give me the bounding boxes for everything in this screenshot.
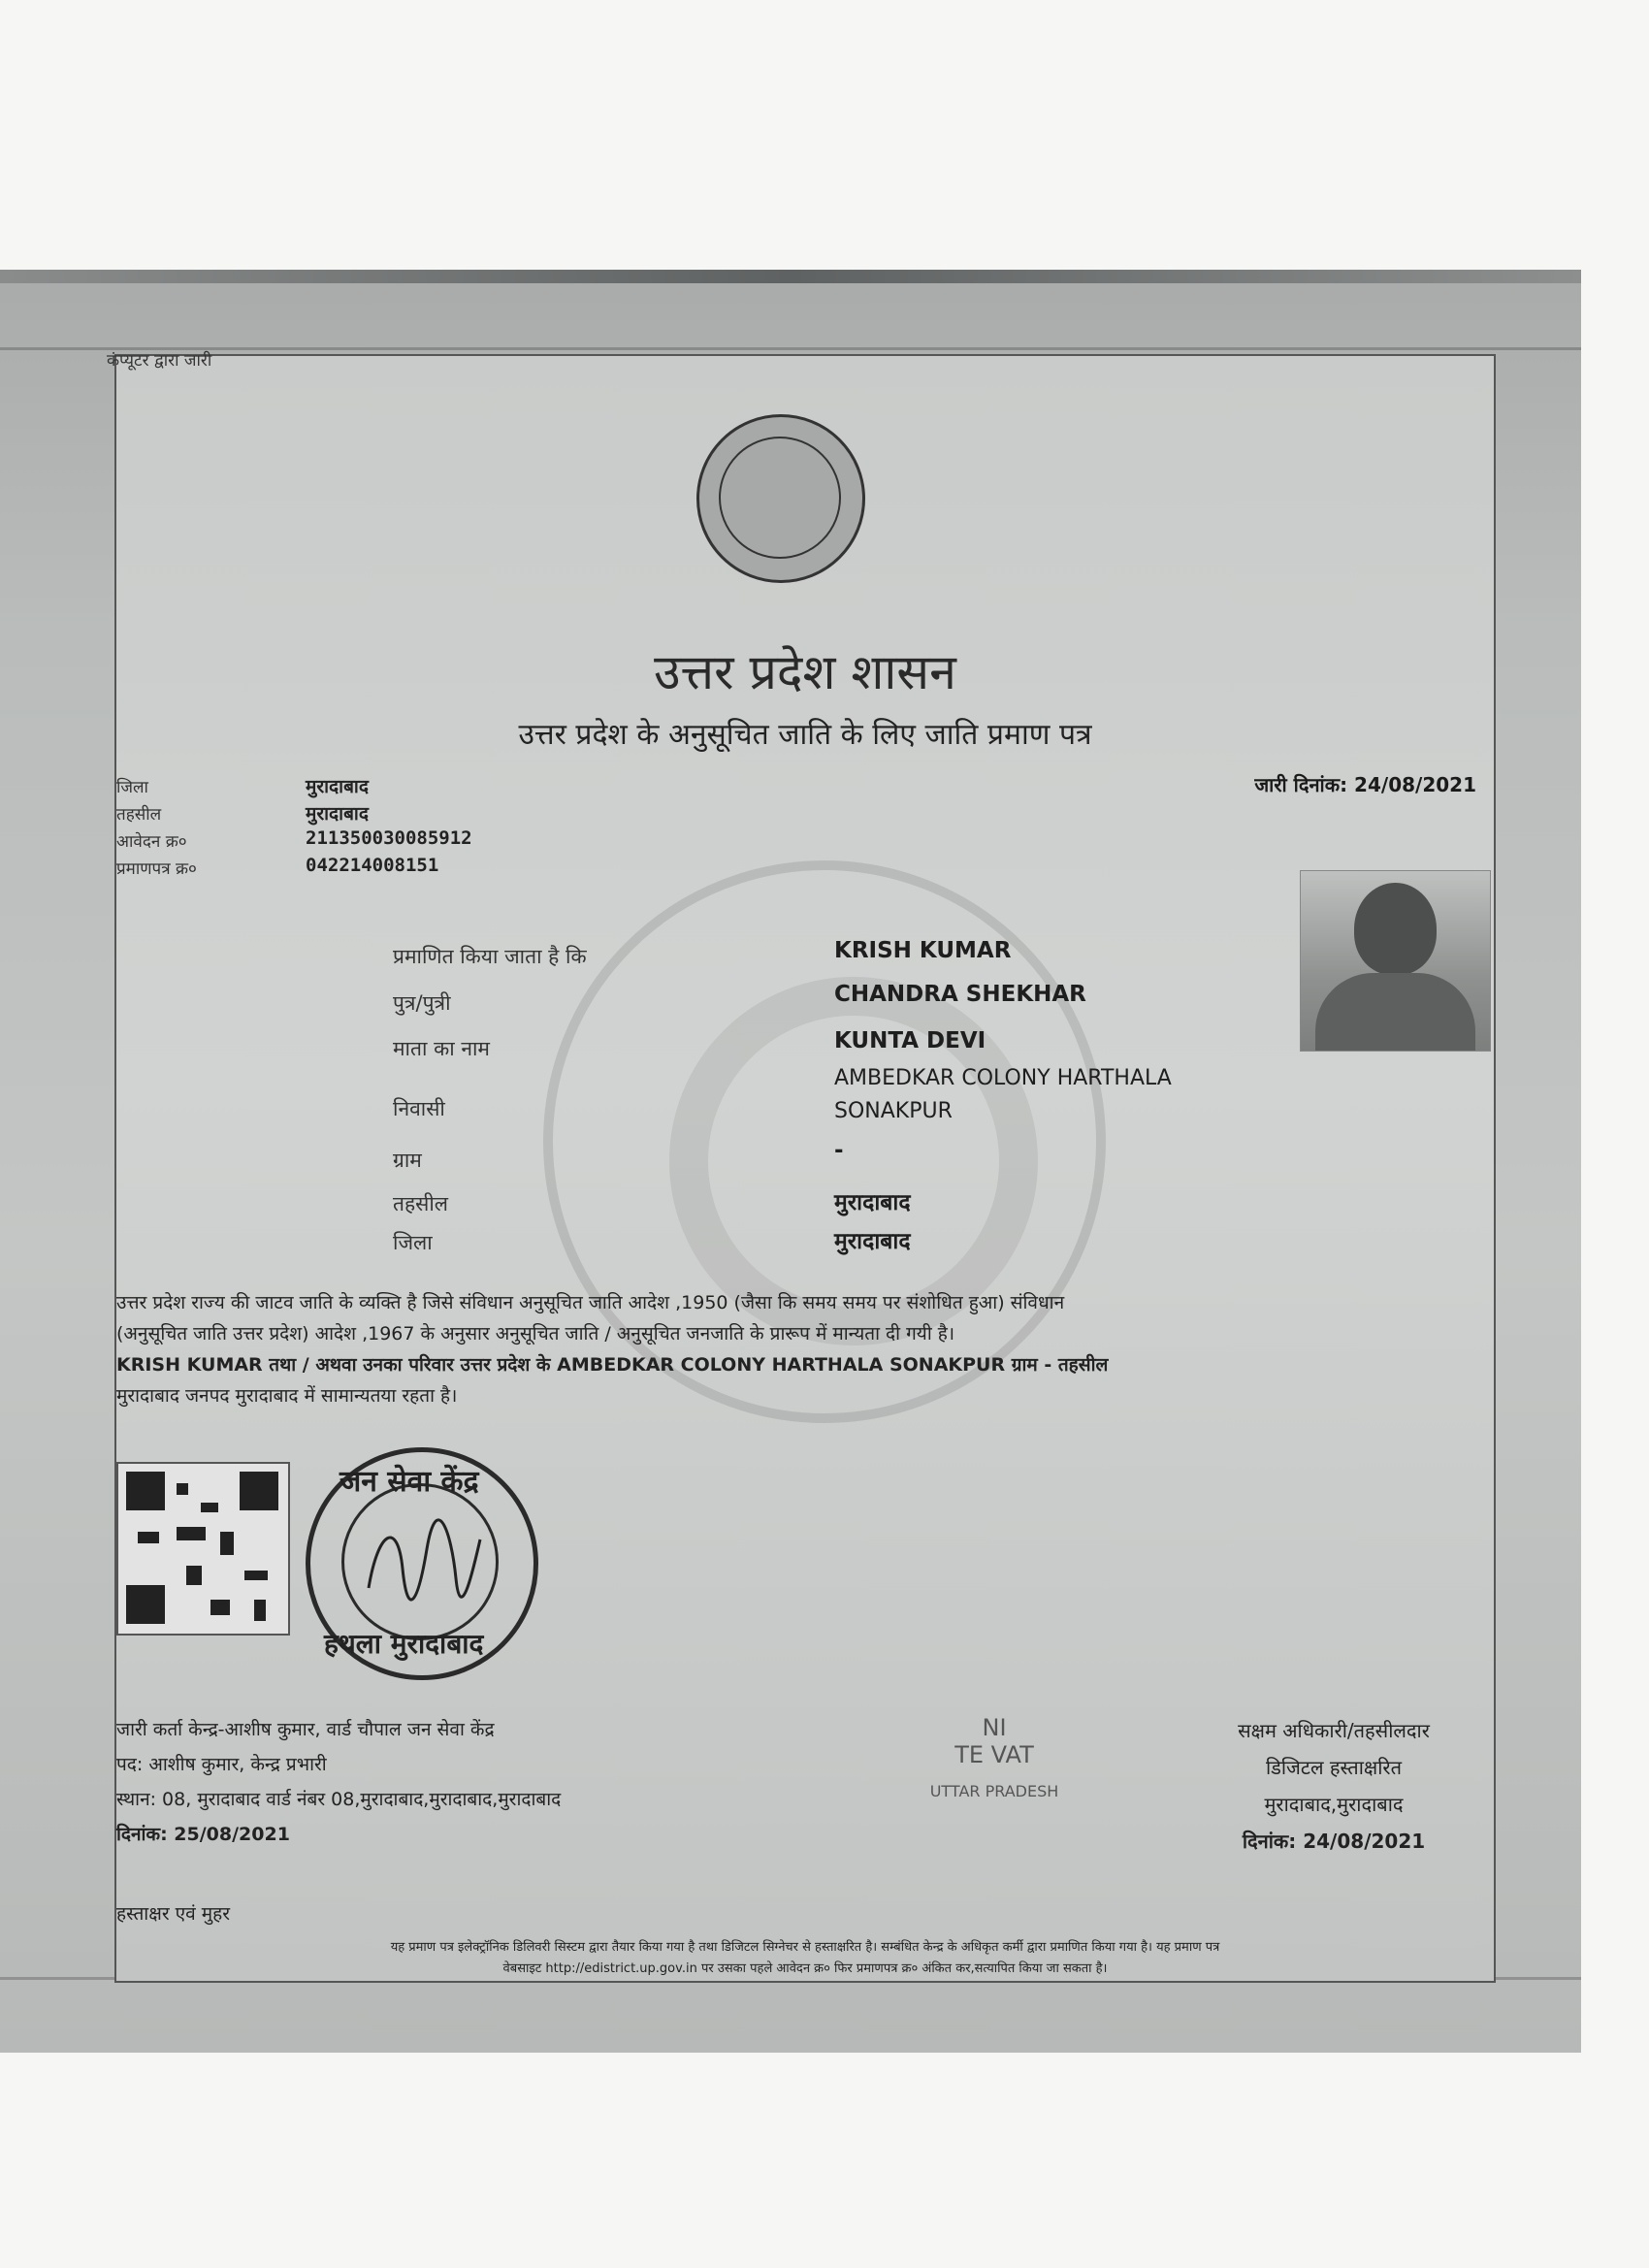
meta-label: तहसील <box>116 805 162 825</box>
meta-value: मुरादाबाद <box>306 803 369 825</box>
meta-label: जिला <box>116 778 148 797</box>
up-government-emblem-icon <box>696 414 865 583</box>
applicant-name: KRISH KUMAR <box>834 938 1012 963</box>
detail-label: निवासी <box>393 1097 445 1120</box>
photo-head <box>1354 883 1437 975</box>
qr-module <box>210 1600 230 1615</box>
paragraph-line: मुरादाबाद जनपद मुरादाबाद में सामान्यतया रहता है। <box>116 1385 458 1407</box>
certification-paragraph <box>116 1287 1484 1411</box>
qr-code <box>116 1462 290 1636</box>
tehsil-value: मुरादाबाद <box>834 1190 911 1215</box>
mother-name: KUNTA DEVI <box>834 1028 986 1053</box>
csc-stamp <box>306 1447 538 1680</box>
paragraph-line: KRISH KUMAR तथा / अथवा उनका परिवार उत्तर प्रदेश के AMBEDKAR COLONY HARTHALA SONAKPUR ग्राम - तहसील <box>116 1354 1109 1376</box>
qr-finder <box>126 1472 165 1510</box>
seal-line: NI <box>982 1714 1007 1741</box>
qr-finder <box>126 1585 165 1624</box>
paragraph-line: (अनुसूचित जाति उत्तर प्रदेश) आदेश ,1967 के अनुसार अनुसूचित जाति / अनुसूचित जनजाति के प्रारूप में मान्यता दी गयी है। <box>116 1323 955 1345</box>
qr-module <box>186 1566 202 1585</box>
photo-body <box>1315 973 1475 1051</box>
issuer-line: जारी कर्ता केन्द्र-आशीष कुमार, वार्ड चौपाल जन सेवा केंद्र <box>116 1719 495 1740</box>
detail-label: तहसील <box>393 1192 448 1215</box>
qr-module <box>177 1527 206 1540</box>
issuer-date: दिनांक: 25/08/2021 <box>116 1824 290 1845</box>
village-value: - <box>834 1138 844 1163</box>
detail-label: प्रमाणित किया जाता है कि <box>393 945 587 968</box>
meta-label: प्रमाणपत्र क्र० <box>116 859 197 879</box>
paragraph-line: उत्तर प्रदेश राज्य की जाटव जाति के व्यक्ति है जिसे संविधान अनुसूचित जाति आदेश ,1950 (जैसा कि समय समय पर संशोधित हुआ) संविधान <box>116 1292 1065 1313</box>
meta-label: आवेदन क्र० <box>116 832 187 852</box>
authority-line: मुरादाबाद,मुरादाबाद <box>1264 1793 1404 1816</box>
issuer-line: पद: आशीष कुमार, केन्द्र प्रभारी <box>116 1754 327 1775</box>
top-note: कंप्यूटर द्वारा जारी <box>107 351 212 371</box>
application-number: 211350030085912 <box>306 827 472 849</box>
detail-label: पुत्र/पुत्री <box>393 991 451 1015</box>
seal-line: TE VAT <box>954 1741 1034 1768</box>
authority-date: दिनांक: 24/08/2021 <box>1242 1830 1426 1853</box>
qr-module <box>177 1483 188 1495</box>
district-value: मुरादाबाद <box>834 1229 911 1254</box>
qr-module <box>244 1571 268 1580</box>
qr-module <box>220 1532 234 1555</box>
applicant-photo <box>1300 870 1491 1052</box>
meta-value: मुरादाबाद <box>306 776 369 797</box>
signature-scribble <box>359 1510 485 1617</box>
stamp-text-top: जन सेवा केंद्र <box>340 1465 479 1499</box>
emblem-inner-ring <box>719 437 841 559</box>
caste-certificate <box>107 351 1496 1983</box>
qr-finder <box>240 1472 278 1510</box>
authority-block <box>1179 1712 1489 1860</box>
authority-line: डिजिटल हस्ताक्षरित <box>1266 1756 1402 1779</box>
detail-label: ग्राम <box>393 1149 422 1172</box>
scan-streak <box>0 347 1581 350</box>
seal-line: UTTAR PRADESH <box>929 1782 1059 1800</box>
father-name: CHANDRA SHEKHAR <box>834 982 1086 1007</box>
detail-label: माता का नाम <box>393 1037 490 1060</box>
qr-module <box>201 1503 218 1512</box>
certificate-title: उत्तर प्रदेश शासन <box>654 644 956 700</box>
detail-label: जिला <box>393 1231 433 1254</box>
footer-line: वेबसाइट http://edistrict.up.gov.in पर उसका पहले आवेदन क्र० फिर प्रमाणपत्र क्र० अंकित कर,सत्यापित किया जा सकता है। <box>502 1961 1108 1976</box>
stamp-text-bottom: हथला मुरादाबाद <box>324 1628 484 1660</box>
issue-date: जारी दिनांक: 24/08/2021 <box>1254 773 1476 796</box>
qr-module <box>254 1600 266 1621</box>
certificate-subtitle: उत्तर प्रदेश के अनुसूचित जाति के लिए जाति प्रमाण पत्र <box>518 718 1092 752</box>
digital-signature-seal <box>849 1714 1140 1800</box>
residence-address: AMBEDKAR COLONY HARTHALA SONAKPUR <box>834 1066 1172 1123</box>
footer-note <box>116 1937 1494 1980</box>
issuer-block <box>116 1712 561 1852</box>
qr-module <box>138 1532 159 1543</box>
authority-line: सक्षम अधिकारी/तहसीलदार <box>1238 1719 1430 1742</box>
issuer-line: स्थान: 08, मुरादाबाद वार्ड नंबर 08,मुरादाबाद,मुरादाबाद,मुरादाबाद <box>116 1789 562 1810</box>
signature-label: हस्ताक्षर एवं मुहर <box>116 1903 230 1925</box>
footer-line: यह प्रमाण पत्र इलेक्ट्रॉनिक डिलिवरी सिस्टम द्वारा तैयार किया गया है तथा डिजिटल सिग्नेचर से हस्ताक्षरित है। सम्बंधित केन्द्र के अधिकृत कर्मी द्वारा प्रमाणित किया गया है। यह प्रमाण पत्र <box>390 1940 1220 1955</box>
certificate-number: 042214008151 <box>306 855 439 876</box>
